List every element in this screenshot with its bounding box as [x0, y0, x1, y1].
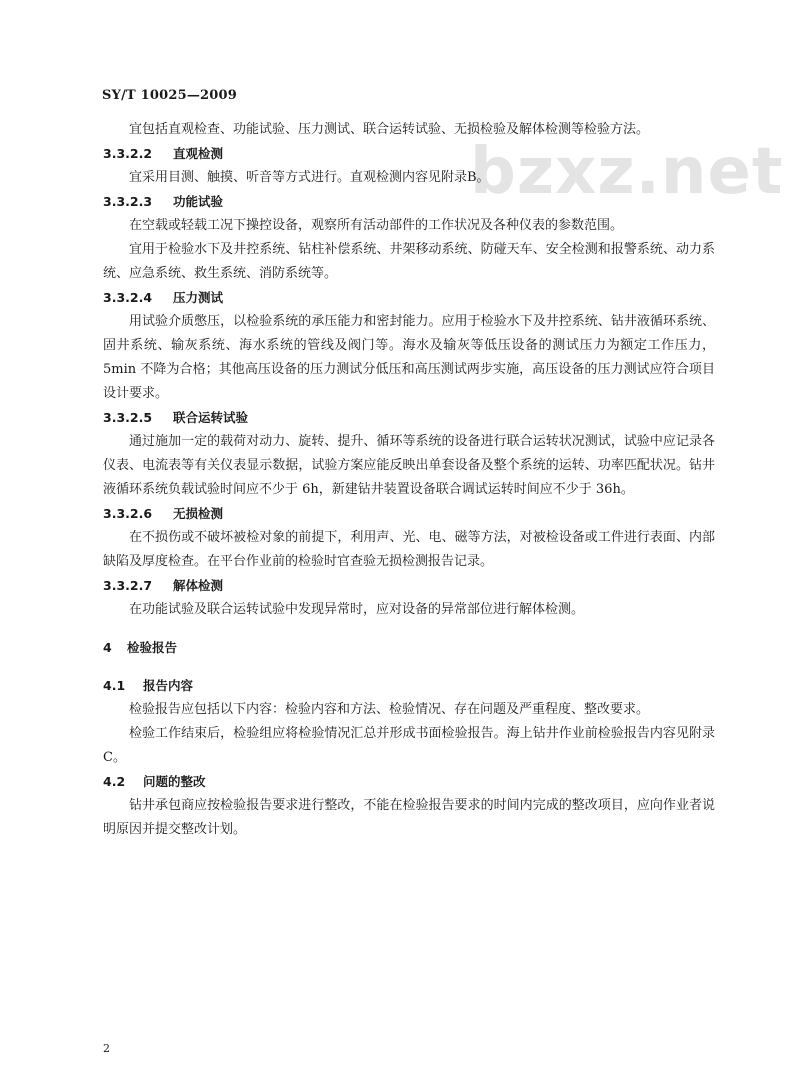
subsection-number: 4.1 [103, 678, 126, 693]
paragraph: 钻井承包商应按检验报告要求进行整改，不能在检验报告要求的时间内完成的整改项目，应向作业者说明原因并提交整改计划。 [103, 798, 715, 837]
watermark: bzxz.net [470, 135, 784, 209]
paragraph: 宜包括直观检查、功能试验、压力测试、联合运转试验、无损检验及解体检测等检验方法。 [129, 122, 650, 137]
subsection-heading [103, 770, 715, 794]
paragraph: 检验工作结束后，检验组应将检验情况汇总并形成书面检验报告。海上钻井作业前检验报告内容见附录C。 [103, 726, 715, 765]
paragraph: 通过施加一定的载荷对动力、旋转、提升、循环等系统的设备进行联合运转状况测试，试验中应记录各仪表、电流表等有关仪表显示数据，试验方案应能反映出单套设备及整个系统的运转、功率匹配状况。钻井液循环系统负载试验时间应不少于 6h，新建钻井装置设备联合调试运转时间应不少于 36h。 [103, 434, 715, 497]
clause-heading [103, 286, 715, 310]
paragraph: 用试验介质憋压，以检验系统的承压能力和密封能力。应用于检验水下及井控系统、钻井液循环系统、固井系统、输灰系统、海水系统的管线及阀门等。海水及输灰等低压设备的测试压力为额定工作压力，5min 不降为合格；其他高压设备的压力测试分低压和高压测试两步实施，高压设备的压力测试应符合项目设计要求。 [103, 314, 715, 401]
clause-title: 解体检测 [173, 578, 224, 593]
paragraph: 在空载或轻载工况下操控设备，观察所有活动部件的工作状况及各种仪表的参数范围。 [129, 218, 624, 233]
subsection-title: 报告内容 [143, 678, 194, 693]
document-body [103, 118, 715, 842]
clause-title: 压力测试 [173, 290, 224, 305]
paragraph: 宜用于检验水下及井控系统、钻柱补偿系统、井架移动系统、防碰天车、安全检测和报警系统、动力系统、应急系统、救生系统、消防系统等。 [103, 242, 715, 281]
clause-number: 3.3.2.6 [103, 506, 153, 521]
clause-title: 功能试验 [173, 194, 224, 209]
clause-number: 3.3.2.3 [103, 194, 153, 209]
clause-number: 3.3.2.4 [103, 290, 153, 305]
paragraph: 检验报告应包括以下内容：检验内容和方法、检验情况、存在问题及严重程度、整改要求。 [129, 702, 650, 717]
clause-heading [103, 574, 715, 598]
clause-heading [103, 502, 715, 526]
paragraph: 宜采用目测、触摸、听音等方式进行。直观检测内容见附录B。 [129, 170, 490, 185]
clause-heading [103, 190, 715, 214]
clause-heading [103, 142, 715, 166]
subsection-number: 4.2 [103, 774, 126, 789]
clause-title: 联合运转试验 [173, 410, 249, 425]
subsection-heading [103, 674, 715, 698]
section-title: 检验报告 [127, 640, 178, 655]
clause-number: 3.3.2.2 [103, 146, 153, 161]
paragraph: 在不损伤或不破坏被检对象的前提下，利用声、光、电、磁等方法，对被检设备或工件进行表面、内部缺陷及厚度检查。在平台作业前的检验时官查验无损检测报告记录。 [103, 530, 715, 569]
clause-title: 无损检测 [173, 506, 224, 521]
section-number: 4 [103, 640, 112, 655]
standard-code-header: SY/T 10025—2009 [102, 88, 238, 103]
clause-number: 3.3.2.7 [103, 578, 153, 593]
clause-number: 3.3.2.5 [103, 410, 153, 425]
paragraph: 在功能试验及联合运转试验中发现异常时，应对设备的异常部位进行解体检测。 [129, 602, 585, 617]
page-number: 2 [103, 1042, 110, 1055]
clause-heading [103, 406, 715, 430]
subsection-title: 问题的整改 [143, 774, 206, 789]
section-heading [103, 636, 715, 660]
clause-title: 直观检测 [173, 146, 224, 161]
